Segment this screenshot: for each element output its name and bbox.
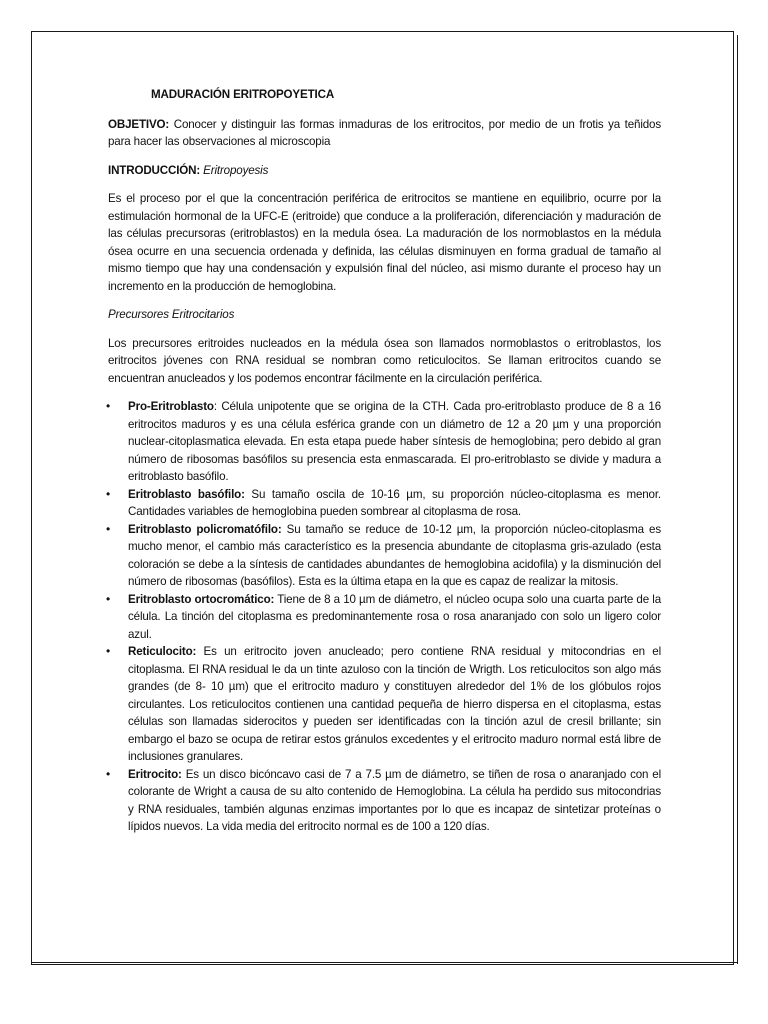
list-item-text: Su tamaño oscila de 10-16 µm, su proporción núcleo-citoplasma es menor. Cantidades variables de hemoglobina pueden sombrear al citoplasma de rosa. [128,487,662,518]
list-item-term: Reticulocito: [128,645,197,658]
intro-heading [108,162,661,180]
list-item [108,591,661,644]
list-item [108,486,661,521]
document-title: MADURACIÓN ERITROPOYETICA [151,88,335,101]
bullet-icon: • [106,486,111,501]
list-item-term: Eritroblasto ortocromático: [128,592,275,606]
bullet-icon: • [106,591,111,606]
list-item-term: Eritroblasto basófilo: [128,487,245,501]
list-item [108,521,661,591]
list-item-text: Es un disco bicóncavo casi de 7 a 7.5 µm de diámetro, se tiñen de rosa o anaranjado con el colorante de Wright a causa de su alto contenido de Hemoglobina. La célula ha perdido sus mitocondrias y RNA residuales, también algunas enzimas importantes por lo que es incapaz de sintetizar proteínas o lípidos nuevos. La vida media del eritrocito normal es de 100 a 120 días. [128,767,661,833]
precursors-heading-text: Precursores Eritrocitarios [108,308,235,321]
list-item-term: Eritroblasto policromatófilo: [128,522,282,536]
list-item-text: Su tamaño se reduce de 10-12 µm, la proporción núcleo-citoplasma es mucho menor, el cambio más característico es la presencia abundante de citoplasma gris-azulado (esta coloración se debe a la síntesis de cantidades abundantes de hemoglobina acidofila) y la disminución del número de ribosomas (basófilos). Esta es la última etapa en la que es capaz de realizar la mitosis. [128,522,661,588]
intro-subtitle: Eritropoyesis [203,163,269,177]
list-item-text: : Célula unipotente que se origina de la CTH. Cada pro-eritroblasto produce de 8 a 16 eritrocitos maduros y es una célula esférica grande con un diámetro de 12 a 20 µm y una proporción nuclear-citoplasmatica elevada. En esta etapa puede haber síntesis de hemoglobina; pero debido al gran número de ribosomas basófilos su presencia esta enmascarada. El pro-eritroblasto se divide y madura a eritroblasto basófilo. [128,400,661,483]
list-item [108,398,661,486]
list-item [108,643,661,766]
objective-label: OBJETIVO: [108,117,170,131]
bullet-icon: • [106,766,111,781]
objective-text: Conocer y distinguir las formas inmaduras de los eritrocitos, por medio de un frotis ya teñidos para hacer las observaciones al microscopia [108,117,661,148]
list-item-text: Tiene de 8 a 10 µm de diámetro, el núcleo ocupa solo una cuarta parte de la célula. La tinción del citoplasma es predominantemente rosa o rosa anaranjado con solo un ligero color azul. [128,592,661,641]
bullet-icon: • [106,399,111,413]
precursors-heading [108,306,661,324]
precursors-paragraph: Los precursores eritroides nucleados en la médula ósea son llamados normoblastos o eritroblastos, los eritrocitos jóvenes con RNA residual se nombran como reticulocitos. Se llaman eritrocitos cuando se encuentran anucleados y los podemos encontrar fácilmente en la circulación periférica. [108,336,661,385]
list-item [108,766,661,836]
precursor-list [108,398,661,836]
list-item-text: Es un eritrocito joven anucleado; pero contiene RNA residual y mitocondrias en el citoplasma. El RNA residual le da un tinte azuloso con la tinción de Wrigth. Los reticulocitos son algo más grandes (de 8- 10 µm) que el eritrocito maduro y constituyen alrededor del 1% de los glóbulos rojos circulantes. Los reticulocitos contienen una cantidad pequeña de hierro dispersa en el citoplasma, estas células son llamadas siderocitos y pueden ser identificadas con la tinción azul de cresil brillante; sin embargo el bazo se ocupa de retirar estos gránulos excedentes y el eritrocito maduro normal está libre de inclusiones granulares. [128,645,661,763]
objective-paragraph [108,116,661,151]
document-body [108,86,661,836]
page-shadow-bottom [31,962,738,963]
list-item-term: Pro-Eritroblasto [128,400,214,413]
list-item-term: Eritrocito: [128,767,182,781]
intro-paragraph: Es el proceso por el que la concentración periférica de eritrocitos se mantiene en equilibrio, ocurre por la estimulación hormonal de la UFC-E (eritroide) que conduce a la proliferación, diferenciación y maduración de las células precursoras (eritroblastos) en la medula ósea. La maduración de los normoblastos en la médula ósea ocurre en una secuencia ordenada y definida, las células disminuyen en forma gradual de tamaño al mismo tiempo que hay una condensación y expulsión final del núcleo, asi mismo durante el proceso hay un incremento en la producción de hemoglobina. [108,192,661,293]
page-shadow-right [737,35,738,964]
bullet-icon: • [106,644,111,658]
intro-label: INTRODUCCIÓN: [108,163,201,177]
bullet-icon: • [106,521,111,536]
